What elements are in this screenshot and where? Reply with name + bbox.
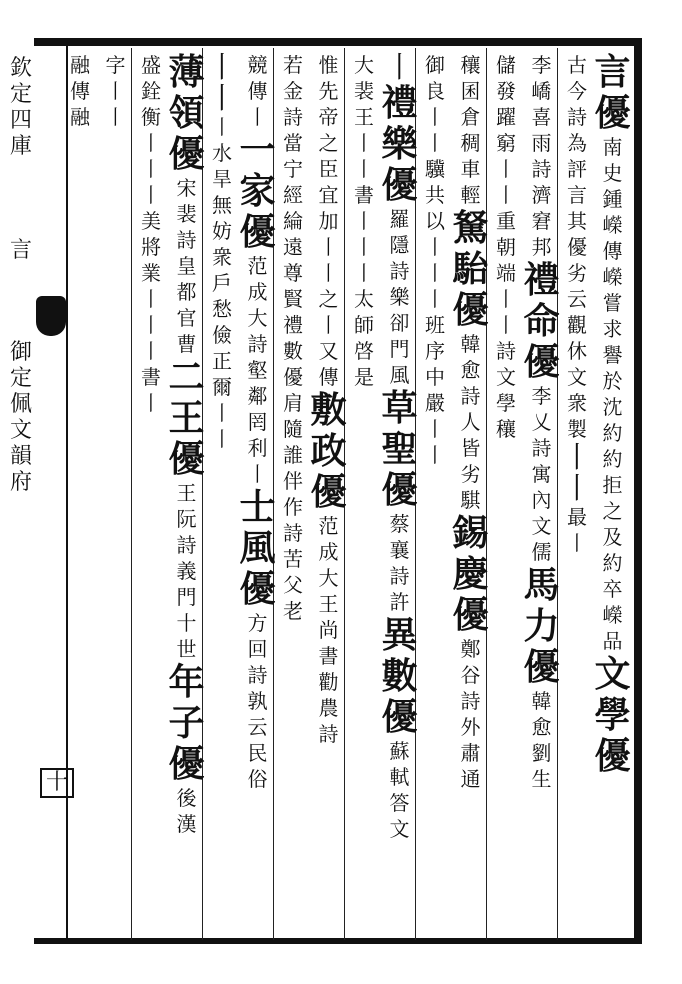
entry-heading: 文 學 優 bbox=[594, 653, 631, 777]
entry-heading: 錫 慶 優 bbox=[452, 512, 489, 636]
entry-text: 李 乂 詩 寓 內 文 儒 bbox=[531, 384, 552, 564]
entry-text: 李 嶠 喜 雨 詩 濟 窘 邦 bbox=[531, 53, 552, 259]
entry-text: 最 丨 bbox=[567, 505, 587, 555]
entry-text: 太 師 啓 是 bbox=[354, 287, 374, 389]
entry-heading: 駑 駘 優 bbox=[452, 207, 489, 331]
margin-title: 御 定 佩 文 韻 府 bbox=[9, 340, 32, 495]
entry-text: 儲 發 躍 窮 丨 丨 bbox=[496, 53, 516, 207]
entry-text: 惟 先 帝 之 臣 宜 加 丨 丨 之 丨 又 傳 bbox=[318, 53, 339, 389]
page-number: 十 bbox=[40, 768, 74, 798]
margin-book: 言 bbox=[9, 238, 32, 263]
entry-heading: 敷 政 優 bbox=[310, 389, 347, 513]
entry-text: 融 傳 融 bbox=[70, 53, 90, 129]
entry-text: 盛 銓 衡 丨 丨 丨 bbox=[141, 53, 161, 207]
entry-text: 肩 隨 誰 伴 作 詩 苦 父 老 bbox=[283, 391, 303, 623]
text-column bbox=[58, 52, 102, 936]
entry-text: 南 史 鍾 嶸 傳 嶸 嘗 求 譽 於 沈 約 約 拒 之 及 約 卒 嶸 品 bbox=[602, 135, 623, 653]
entry-text: 班 序 中 嚴 丨 丨 bbox=[425, 313, 445, 467]
right-border bbox=[634, 38, 642, 944]
entry-text: 書 丨 bbox=[141, 365, 161, 415]
entry-text: 古 今 詩 為 評 言 其 優 劣 云 觀 休 文 衆 製 bbox=[567, 53, 587, 441]
entry-text: 范 成 大 王 尚 書 勸 農 詩 bbox=[318, 514, 339, 746]
entry-heading: 禮 命 優 bbox=[523, 259, 560, 383]
entry-text: 穰 囷 倉 稠 車 輕 bbox=[460, 53, 481, 207]
entry-text: 後 漢 bbox=[176, 786, 197, 836]
entry-heading: 二 王 優 bbox=[168, 356, 205, 480]
entry-text: 方 回 詩 孰 云 民 俗 bbox=[247, 611, 268, 791]
entry-text: 丨 丨 bbox=[207, 50, 237, 115]
entry-heading: 異 數 優 bbox=[381, 614, 418, 738]
entry-text: 蘇 軾 答 文 bbox=[389, 739, 410, 841]
entry-text: 重 朝 端 丨 丨 bbox=[496, 209, 516, 337]
entry-text: 羅 隱 詩 樂 卻 門 風 bbox=[389, 207, 410, 387]
entry-text: 御 良 丨 丨 bbox=[425, 53, 445, 155]
top-border bbox=[34, 38, 642, 46]
entry-heading: 一 家 優 bbox=[239, 129, 276, 253]
entry-text: 美 將 業 丨 丨 丨 bbox=[141, 209, 161, 363]
bottom-border bbox=[34, 938, 642, 944]
entry-heading: 馬 力 優 bbox=[523, 564, 560, 688]
entry-text: 競 傳 丨 bbox=[247, 53, 268, 129]
entry-text: 王 阮 詩 義 門 十 世 bbox=[176, 481, 197, 661]
entry-text: 蔡 襄 詩 許 bbox=[389, 512, 410, 614]
entry-heading: 士 風 優 bbox=[239, 486, 276, 610]
entry-text: 韓 愈 劉 生 bbox=[531, 689, 552, 791]
margin-header: 欽 定 四 庫 bbox=[9, 56, 32, 159]
entry-text: 鄭 谷 詩 外 肅 通 bbox=[460, 637, 481, 791]
entry-text: 韓 愈 詩 人 皆 劣 騏 bbox=[460, 332, 481, 512]
entry-text: 大 裴 王 丨 丨 bbox=[354, 53, 374, 181]
entry-heading: 草 聖 優 bbox=[381, 387, 418, 511]
entry-text: 驥 共 以 丨 丨 丨 bbox=[425, 157, 445, 311]
entry-text: 詩 文 學 穰 bbox=[496, 339, 516, 441]
entry-text: 字 丨 丨 bbox=[105, 53, 126, 129]
entry-heading: 言 優 bbox=[594, 51, 631, 134]
entry-heading: 年 子 優 bbox=[168, 661, 205, 785]
entry-text: 若 金 詩 當 宁 經 綸 遠 尊 賢 禮 數 優 bbox=[283, 53, 303, 389]
entry-text: 儉 正 爾 丨 丨 bbox=[212, 323, 232, 451]
entry-heading: 禮 樂 優 bbox=[381, 82, 418, 206]
entry-text: 丨 bbox=[384, 50, 414, 84]
entry-text: 書 丨 丨 丨 bbox=[354, 183, 374, 285]
entry-text: 丨 丨 bbox=[562, 440, 592, 505]
entry-text: 丨 水 旱 無 妨 衆 戶 愁 bbox=[212, 115, 232, 321]
entry-text: 宋 裴 詩 皇 都 官 曹 bbox=[176, 176, 197, 356]
entry-text: 范 成 大 詩 壑 鄰 罔 利 丨 bbox=[247, 254, 268, 486]
entry-heading: 薄 領 優 bbox=[168, 51, 205, 175]
